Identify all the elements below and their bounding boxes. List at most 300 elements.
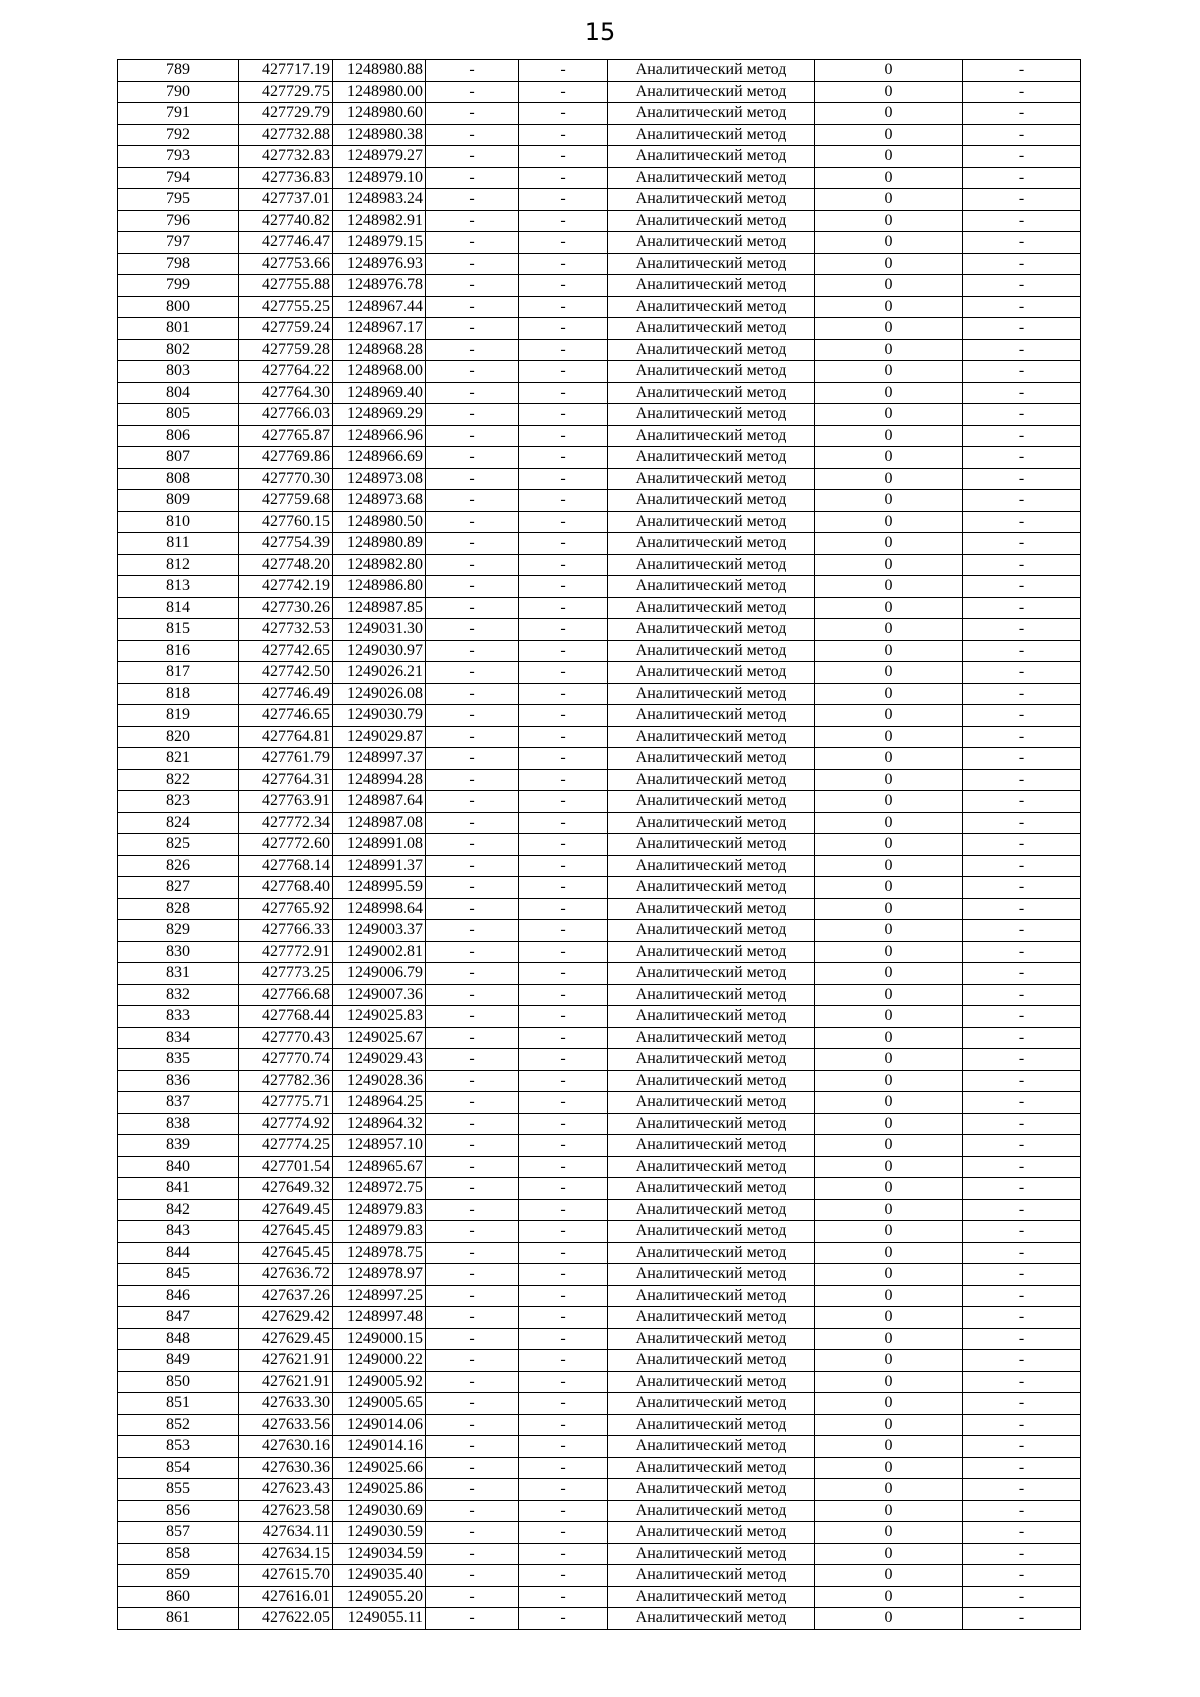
dash-cell: - <box>426 404 519 426</box>
dash-cell: - <box>963 1178 1081 1200</box>
x-coordinate-cell: 427636.72 <box>239 1264 333 1286</box>
method-cell: Аналитический метод <box>608 339 815 361</box>
dash-cell: - <box>963 1479 1081 1501</box>
dash-cell: - <box>963 1350 1081 1372</box>
value-cell: 0 <box>815 769 963 791</box>
point-number-cell: 805 <box>118 404 239 426</box>
y-coordinate-cell: 1249035.40 <box>333 1565 426 1587</box>
value-cell: 0 <box>815 1027 963 1049</box>
x-coordinate-cell: 427740.82 <box>239 210 333 232</box>
dash-cell: - <box>963 1070 1081 1092</box>
dash-cell: - <box>426 1586 519 1608</box>
x-coordinate-cell: 427761.79 <box>239 748 333 770</box>
dash-cell: - <box>963 1156 1081 1178</box>
dash-cell: - <box>426 855 519 877</box>
dash-cell: - <box>519 210 608 232</box>
point-number-cell: 808 <box>118 468 239 490</box>
point-number-cell: 830 <box>118 941 239 963</box>
dash-cell: - <box>519 1586 608 1608</box>
dash-cell: - <box>963 1242 1081 1264</box>
dash-cell: - <box>963 640 1081 662</box>
dash-cell: - <box>963 60 1081 82</box>
table-row <box>118 1199 1081 1221</box>
table-row <box>118 1371 1081 1393</box>
value-cell: 0 <box>815 1500 963 1522</box>
method-cell: Аналитический метод <box>608 662 815 684</box>
value-cell: 0 <box>815 1522 963 1544</box>
x-coordinate-cell: 427759.28 <box>239 339 333 361</box>
dash-cell: - <box>963 1092 1081 1114</box>
table-row <box>118 1070 1081 1092</box>
table-row <box>118 748 1081 770</box>
table-row <box>118 1156 1081 1178</box>
dash-cell: - <box>426 60 519 82</box>
dash-cell: - <box>426 1285 519 1307</box>
x-coordinate-cell: 427772.60 <box>239 834 333 856</box>
y-coordinate-cell: 1249034.59 <box>333 1543 426 1565</box>
method-cell: Аналитический метод <box>608 1006 815 1028</box>
method-cell: Аналитический метод <box>608 189 815 211</box>
y-coordinate-cell: 1249005.65 <box>333 1393 426 1415</box>
value-cell: 0 <box>815 963 963 985</box>
y-coordinate-cell: 1248964.25 <box>333 1092 426 1114</box>
dash-cell: - <box>426 920 519 942</box>
dash-cell: - <box>963 1522 1081 1544</box>
dash-cell: - <box>963 404 1081 426</box>
point-number-cell: 814 <box>118 597 239 619</box>
table-row <box>118 941 1081 963</box>
method-cell: Аналитический метод <box>608 877 815 899</box>
table-row <box>118 1242 1081 1264</box>
y-coordinate-cell: 1248968.28 <box>333 339 426 361</box>
dash-cell: - <box>426 1199 519 1221</box>
table-row <box>118 662 1081 684</box>
dash-cell: - <box>519 834 608 856</box>
y-coordinate-cell: 1248976.93 <box>333 253 426 275</box>
dash-cell: - <box>963 791 1081 813</box>
value-cell: 0 <box>815 1285 963 1307</box>
point-number-cell: 789 <box>118 60 239 82</box>
point-number-cell: 790 <box>118 81 239 103</box>
dash-cell: - <box>519 339 608 361</box>
dash-cell: - <box>963 1135 1081 1157</box>
dash-cell: - <box>519 1156 608 1178</box>
x-coordinate-cell: 427649.45 <box>239 1199 333 1221</box>
method-cell: Аналитический метод <box>608 1328 815 1350</box>
y-coordinate-cell: 1248964.32 <box>333 1113 426 1135</box>
method-cell: Аналитический метод <box>608 490 815 512</box>
x-coordinate-cell: 427768.40 <box>239 877 333 899</box>
method-cell: Аналитический метод <box>608 920 815 942</box>
point-number-cell: 859 <box>118 1565 239 1587</box>
dash-cell: - <box>426 1350 519 1372</box>
y-coordinate-cell: 1248965.67 <box>333 1156 426 1178</box>
value-cell: 0 <box>815 60 963 82</box>
point-number-cell: 825 <box>118 834 239 856</box>
dash-cell: - <box>519 1070 608 1092</box>
dash-cell: - <box>963 683 1081 705</box>
point-number-cell: 839 <box>118 1135 239 1157</box>
dash-cell: - <box>426 1565 519 1587</box>
dash-cell: - <box>426 1393 519 1415</box>
value-cell: 0 <box>815 640 963 662</box>
dash-cell: - <box>519 361 608 383</box>
value-cell: 0 <box>815 361 963 383</box>
y-coordinate-cell: 1249028.36 <box>333 1070 426 1092</box>
point-number-cell: 857 <box>118 1522 239 1544</box>
x-coordinate-cell: 427729.75 <box>239 81 333 103</box>
dash-cell: - <box>963 941 1081 963</box>
y-coordinate-cell: 1249029.87 <box>333 726 426 748</box>
dash-cell: - <box>426 1264 519 1286</box>
table-row <box>118 167 1081 189</box>
method-cell: Аналитический метод <box>608 554 815 576</box>
x-coordinate-cell: 427754.39 <box>239 533 333 555</box>
y-coordinate-cell: 1248966.96 <box>333 425 426 447</box>
table-row <box>118 1522 1081 1544</box>
dash-cell: - <box>426 275 519 297</box>
dash-cell: - <box>426 597 519 619</box>
value-cell: 0 <box>815 339 963 361</box>
method-cell: Аналитический метод <box>608 791 815 813</box>
dash-cell: - <box>963 1586 1081 1608</box>
dash-cell: - <box>426 1070 519 1092</box>
dash-cell: - <box>519 1242 608 1264</box>
table-row <box>118 1500 1081 1522</box>
value-cell: 0 <box>815 705 963 727</box>
dash-cell: - <box>426 877 519 899</box>
dash-cell: - <box>519 189 608 211</box>
dash-cell: - <box>519 511 608 533</box>
dash-cell: - <box>963 1006 1081 1028</box>
x-coordinate-cell: 427730.26 <box>239 597 333 619</box>
table-row <box>118 318 1081 340</box>
point-number-cell: 800 <box>118 296 239 318</box>
x-coordinate-cell: 427621.91 <box>239 1371 333 1393</box>
x-coordinate-cell: 427773.25 <box>239 963 333 985</box>
x-coordinate-cell: 427732.83 <box>239 146 333 168</box>
dash-cell: - <box>426 447 519 469</box>
point-number-cell: 798 <box>118 253 239 275</box>
dash-cell: - <box>963 253 1081 275</box>
value-cell: 0 <box>815 1414 963 1436</box>
table-row <box>118 1221 1081 1243</box>
method-cell: Аналитический метод <box>608 382 815 404</box>
table-row <box>118 1414 1081 1436</box>
method-cell: Аналитический метод <box>608 748 815 770</box>
table-row <box>118 103 1081 125</box>
method-cell: Аналитический метод <box>608 705 815 727</box>
dash-cell: - <box>963 1457 1081 1479</box>
value-cell: 0 <box>815 1328 963 1350</box>
dash-cell: - <box>426 748 519 770</box>
method-cell: Аналитический метод <box>608 941 815 963</box>
value-cell: 0 <box>815 1242 963 1264</box>
dash-cell: - <box>963 877 1081 899</box>
value-cell: 0 <box>815 898 963 920</box>
table-row <box>118 1393 1081 1415</box>
x-coordinate-cell: 427633.30 <box>239 1393 333 1415</box>
point-number-cell: 802 <box>118 339 239 361</box>
dash-cell: - <box>963 920 1081 942</box>
point-number-cell: 842 <box>118 1199 239 1221</box>
point-number-cell: 855 <box>118 1479 239 1501</box>
x-coordinate-cell: 427764.22 <box>239 361 333 383</box>
value-cell: 0 <box>815 1479 963 1501</box>
table-row <box>118 576 1081 598</box>
dash-cell: - <box>426 1156 519 1178</box>
method-cell: Аналитический метод <box>608 1586 815 1608</box>
coordinates-table <box>117 59 1081 1630</box>
dash-cell: - <box>519 468 608 490</box>
x-coordinate-cell: 427630.16 <box>239 1436 333 1458</box>
table-row <box>118 920 1081 942</box>
point-number-cell: 850 <box>118 1371 239 1393</box>
dash-cell: - <box>426 963 519 985</box>
dash-cell: - <box>426 834 519 856</box>
point-number-cell: 806 <box>118 425 239 447</box>
method-cell: Аналитический метод <box>608 1178 815 1200</box>
dash-cell: - <box>426 1221 519 1243</box>
dash-cell: - <box>519 769 608 791</box>
point-number-cell: 841 <box>118 1178 239 1200</box>
dash-cell: - <box>519 941 608 963</box>
method-cell: Аналитический метод <box>608 1543 815 1565</box>
dash-cell: - <box>963 1307 1081 1329</box>
value-cell: 0 <box>815 1586 963 1608</box>
dash-cell: - <box>519 1006 608 1028</box>
table-row <box>118 189 1081 211</box>
table-row <box>118 619 1081 641</box>
dash-cell: - <box>426 318 519 340</box>
point-number-cell: 826 <box>118 855 239 877</box>
x-coordinate-cell: 427742.65 <box>239 640 333 662</box>
table-row <box>118 511 1081 533</box>
dash-cell: - <box>963 361 1081 383</box>
point-number-cell: 792 <box>118 124 239 146</box>
method-cell: Аналитический метод <box>608 318 815 340</box>
method-cell: Аналитический метод <box>608 597 815 619</box>
point-number-cell: 838 <box>118 1113 239 1135</box>
dash-cell: - <box>963 1500 1081 1522</box>
x-coordinate-cell: 427766.33 <box>239 920 333 942</box>
dash-cell: - <box>519 963 608 985</box>
table-row <box>118 1092 1081 1114</box>
y-coordinate-cell: 1249030.59 <box>333 1522 426 1544</box>
dash-cell: - <box>426 941 519 963</box>
value-cell: 0 <box>815 1371 963 1393</box>
y-coordinate-cell: 1249005.92 <box>333 1371 426 1393</box>
dash-cell: - <box>519 791 608 813</box>
method-cell: Аналитический метод <box>608 210 815 232</box>
y-coordinate-cell: 1249014.16 <box>333 1436 426 1458</box>
dash-cell: - <box>426 167 519 189</box>
dash-cell: - <box>963 1414 1081 1436</box>
point-number-cell: 812 <box>118 554 239 576</box>
value-cell: 0 <box>815 984 963 1006</box>
dash-cell: - <box>519 404 608 426</box>
dash-cell: - <box>963 146 1081 168</box>
table-row <box>118 1457 1081 1479</box>
dash-cell: - <box>963 597 1081 619</box>
y-coordinate-cell: 1248966.69 <box>333 447 426 469</box>
point-number-cell: 819 <box>118 705 239 727</box>
value-cell: 0 <box>815 253 963 275</box>
value-cell: 0 <box>815 855 963 877</box>
y-coordinate-cell: 1249026.08 <box>333 683 426 705</box>
x-coordinate-cell: 427760.15 <box>239 511 333 533</box>
dash-cell: - <box>426 791 519 813</box>
table-row <box>118 769 1081 791</box>
point-number-cell: 822 <box>118 769 239 791</box>
point-number-cell: 803 <box>118 361 239 383</box>
point-number-cell: 836 <box>118 1070 239 1092</box>
dash-cell: - <box>426 1027 519 1049</box>
dash-cell: - <box>963 748 1081 770</box>
method-cell: Аналитический метод <box>608 1414 815 1436</box>
dash-cell: - <box>519 1436 608 1458</box>
x-coordinate-cell: 427634.15 <box>239 1543 333 1565</box>
value-cell: 0 <box>815 834 963 856</box>
page-number: 15 <box>584 18 616 46</box>
table-row <box>118 404 1081 426</box>
dash-cell: - <box>963 103 1081 125</box>
dash-cell: - <box>519 984 608 1006</box>
table-row <box>118 1178 1081 1200</box>
value-cell: 0 <box>815 318 963 340</box>
dash-cell: - <box>426 1307 519 1329</box>
point-number-cell: 849 <box>118 1350 239 1372</box>
table-row <box>118 791 1081 813</box>
point-number-cell: 837 <box>118 1092 239 1114</box>
x-coordinate-cell: 427645.45 <box>239 1221 333 1243</box>
point-number-cell: 847 <box>118 1307 239 1329</box>
table-row <box>118 640 1081 662</box>
dash-cell: - <box>426 1500 519 1522</box>
method-cell: Аналитический метод <box>608 1500 815 1522</box>
dash-cell: - <box>963 855 1081 877</box>
x-coordinate-cell: 427774.25 <box>239 1135 333 1157</box>
x-coordinate-cell: 427772.91 <box>239 941 333 963</box>
table-row <box>118 232 1081 254</box>
method-cell: Аналитический метод <box>608 60 815 82</box>
y-coordinate-cell: 1248969.29 <box>333 404 426 426</box>
point-number-cell: 811 <box>118 533 239 555</box>
value-cell: 0 <box>815 1049 963 1071</box>
table-row <box>118 146 1081 168</box>
y-coordinate-cell: 1248980.89 <box>333 533 426 555</box>
dash-cell: - <box>519 425 608 447</box>
method-cell: Аналитический метод <box>608 1522 815 1544</box>
dash-cell: - <box>519 533 608 555</box>
dash-cell: - <box>963 812 1081 834</box>
y-coordinate-cell: 1248980.00 <box>333 81 426 103</box>
table-row <box>118 468 1081 490</box>
dash-cell: - <box>426 705 519 727</box>
y-coordinate-cell: 1249003.37 <box>333 920 426 942</box>
method-cell: Аналитический метод <box>608 103 815 125</box>
y-coordinate-cell: 1249025.83 <box>333 1006 426 1028</box>
table-row <box>118 1264 1081 1286</box>
point-number-cell: 815 <box>118 619 239 641</box>
y-coordinate-cell: 1248982.80 <box>333 554 426 576</box>
dash-cell: - <box>963 1264 1081 1286</box>
table-row <box>118 554 1081 576</box>
dash-cell: - <box>426 425 519 447</box>
dash-cell: - <box>519 1393 608 1415</box>
y-coordinate-cell: 1248979.83 <box>333 1221 426 1243</box>
y-coordinate-cell: 1248976.78 <box>333 275 426 297</box>
point-number-cell: 793 <box>118 146 239 168</box>
table-row <box>118 963 1081 985</box>
dash-cell: - <box>963 1049 1081 1071</box>
y-coordinate-cell: 1248967.44 <box>333 296 426 318</box>
dash-cell: - <box>519 1479 608 1501</box>
method-cell: Аналитический метод <box>608 1307 815 1329</box>
dash-cell: - <box>519 103 608 125</box>
point-number-cell: 845 <box>118 1264 239 1286</box>
point-number-cell: 809 <box>118 490 239 512</box>
dash-cell: - <box>426 511 519 533</box>
dash-cell: - <box>426 1436 519 1458</box>
table-row <box>118 1565 1081 1587</box>
point-number-cell: 796 <box>118 210 239 232</box>
point-number-cell: 791 <box>118 103 239 125</box>
dash-cell: - <box>963 963 1081 985</box>
dash-cell: - <box>426 232 519 254</box>
method-cell: Аналитический метод <box>608 296 815 318</box>
y-coordinate-cell: 1249025.66 <box>333 1457 426 1479</box>
point-number-cell: 804 <box>118 382 239 404</box>
y-coordinate-cell: 1248991.37 <box>333 855 426 877</box>
dash-cell: - <box>963 984 1081 1006</box>
method-cell: Аналитический метод <box>608 898 815 920</box>
dash-cell: - <box>426 898 519 920</box>
dash-cell: - <box>519 1027 608 1049</box>
point-number-cell: 797 <box>118 232 239 254</box>
value-cell: 0 <box>815 1457 963 1479</box>
method-cell: Аналитический метод <box>608 1027 815 1049</box>
y-coordinate-cell: 1249055.20 <box>333 1586 426 1608</box>
x-coordinate-cell: 427768.14 <box>239 855 333 877</box>
dash-cell: - <box>519 748 608 770</box>
dash-cell: - <box>519 1049 608 1071</box>
value-cell: 0 <box>815 210 963 232</box>
dash-cell: - <box>963 1393 1081 1415</box>
y-coordinate-cell: 1248967.17 <box>333 318 426 340</box>
dash-cell: - <box>963 339 1081 361</box>
dash-cell: - <box>426 726 519 748</box>
dash-cell: - <box>963 1608 1081 1630</box>
point-number-cell: 834 <box>118 1027 239 1049</box>
y-coordinate-cell: 1248969.40 <box>333 382 426 404</box>
table-row <box>118 490 1081 512</box>
dash-cell: - <box>519 1307 608 1329</box>
table-row <box>118 984 1081 1006</box>
dash-cell: - <box>519 318 608 340</box>
x-coordinate-cell: 427772.34 <box>239 812 333 834</box>
table-row <box>118 81 1081 103</box>
table-row <box>118 1543 1081 1565</box>
value-cell: 0 <box>815 619 963 641</box>
point-number-cell: 801 <box>118 318 239 340</box>
dash-cell: - <box>519 1500 608 1522</box>
x-coordinate-cell: 427633.56 <box>239 1414 333 1436</box>
table-row <box>118 533 1081 555</box>
point-number-cell: 823 <box>118 791 239 813</box>
dash-cell: - <box>426 640 519 662</box>
dash-cell: - <box>963 554 1081 576</box>
